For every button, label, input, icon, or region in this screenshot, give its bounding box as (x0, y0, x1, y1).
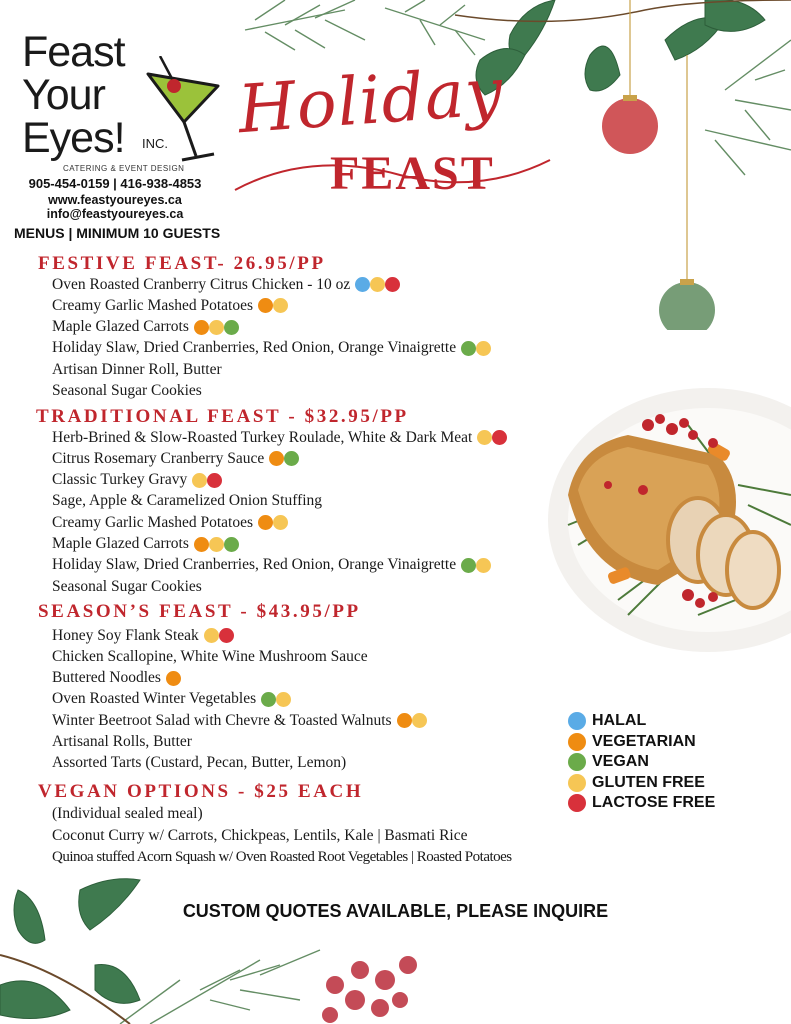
menu-item-text: Maple Glazed Carrots (52, 535, 189, 552)
section-heading-seasons: SEASON’S FEAST - $43.95/PP (38, 601, 361, 622)
menu-item (52, 317, 239, 338)
menu-item-text: Oven Roasted Cranberry Citrus Chicken - 10 oz (52, 275, 351, 293)
vegetarian-dot-icon (397, 713, 412, 728)
vegetarian-dot-icon (258, 515, 273, 530)
lactose-free-dot-icon (385, 277, 400, 292)
menu-item (52, 825, 468, 846)
menu-item-text: Citrus Rosemary Cranberry Sauce (52, 449, 265, 467)
menu-item (52, 689, 291, 710)
gluten-free-dot-icon (209, 537, 224, 552)
vegan-dot-icon (224, 537, 239, 552)
dietary-dots (397, 713, 427, 728)
gluten-free-dot-icon (370, 277, 385, 292)
vegan-dot-icon (261, 692, 276, 707)
vegetarian-dot-icon (269, 451, 284, 466)
gluten-free-dot-icon (192, 473, 207, 488)
legend-item-vegan (568, 753, 649, 771)
legend-item-halal (568, 712, 646, 730)
custom-quotes-note: CUSTOM QUOTES AVAILABLE, PLEASE INQUIRE (182, 901, 609, 921)
contact-email[interactable]: info@feastyoureyes.ca (46, 207, 184, 221)
vegetarian-dot-icon (194, 537, 209, 552)
legend-label: GLUTEN FREE (592, 773, 705, 791)
logo-line-2: Your (22, 71, 105, 119)
menu-item-text: Sage, Apple & Caramelized Onion Stuffing (52, 492, 323, 510)
menu-item (52, 381, 202, 402)
menu-item-text: Holiday Slaw, Dried Cranberries, Red Onion, Orange Vinaigrette (52, 556, 457, 574)
menu-item (52, 274, 400, 295)
gluten-free-dot-icon (476, 558, 491, 573)
section-heading-traditional: TRADITIONAL FEAST - $32.95/PP (36, 406, 409, 427)
menu-item-text: Coconut Curry w/ Carrots, Chickpeas, Lentils, Kale | Basmati Rice (52, 826, 468, 844)
menu-item-text: Holiday Slaw, Dried Cranberries, Red Onion, Orange Vinaigrette (52, 339, 457, 357)
menu-item-text: Artisanal Rolls, Butter (52, 733, 192, 750)
title-feast: FEAST (330, 147, 495, 200)
menu-item (52, 512, 288, 533)
section-heading-vegan: VEGAN OPTIONS - $25 EACH (38, 781, 364, 802)
logo-line-3: Eyes! (22, 114, 125, 162)
menu-item-text: Creamy Garlic Mashed Potatoes (52, 513, 254, 531)
menu-item (52, 668, 181, 689)
menu-item (52, 710, 427, 731)
roast-turkey-image (548, 385, 791, 655)
dietary-dots (194, 320, 239, 335)
lactose-free-dot-icon (492, 430, 507, 445)
menu-item-text: Oven Roasted Winter Vegetables (52, 690, 257, 708)
dietary-dots (204, 628, 234, 643)
menu-item-text: Seasonal Sugar Cookies (52, 577, 202, 595)
lactose-free-dot-icon (219, 628, 234, 643)
vegetarian-dot-icon (258, 298, 273, 313)
dietary-dots (258, 515, 288, 530)
menu-item (52, 359, 222, 380)
menu-item (52, 338, 491, 359)
legend-label: HALAL (592, 712, 647, 729)
vegetarian-dot-icon (568, 733, 586, 751)
contact-phones: 905-454-0159 | 416-938-4853 (28, 176, 202, 191)
menu-item (52, 427, 507, 448)
vegan-dot-icon (284, 451, 299, 466)
lactose-free-dot-icon (207, 473, 222, 488)
menu-item (52, 732, 192, 753)
dietary-dots (269, 451, 299, 466)
legend-item-vegetarian (568, 733, 696, 751)
halal-dot-icon (568, 712, 586, 730)
menu-item (52, 470, 222, 491)
dietary-dots (194, 537, 239, 552)
menu-item-text: Classic Turkey Gravy (52, 471, 188, 489)
dietary-dots (166, 671, 181, 686)
logo-inc: INC. (142, 136, 168, 151)
dietary-dots (477, 430, 507, 445)
menu-item-text: (Individual sealed meal) (52, 804, 203, 822)
menu-item-text: Creamy Garlic Mashed Potatoes (52, 296, 254, 314)
legend-item-lactose-free (568, 794, 715, 812)
gluten-free-dot-icon (568, 774, 586, 792)
gluten-free-dot-icon (209, 320, 224, 335)
menu-item-text: Quinoa stuffed Acorn Squash w/ Oven Roasted Root Vegetables | Roasted Potatoes (52, 849, 512, 865)
legend-label: LACTOSE FREE (592, 794, 716, 811)
menu-item (52, 491, 322, 512)
menu-item-text: Buttered Noodles (52, 669, 161, 687)
gluten-free-dot-icon (477, 430, 492, 445)
dietary-dots (192, 473, 222, 488)
menu-item-text: Winter Beetroot Salad with Chevre & Toasted Walnuts (52, 711, 392, 729)
menu-item (52, 555, 491, 576)
menu-item-text: Chicken Scallopine, White Wine Mushroom Sauce (52, 647, 368, 665)
menu-item (52, 646, 368, 667)
gluten-free-dot-icon (273, 515, 288, 530)
minimum-guests: MENUS | MINIMUM 10 GUESTS (14, 225, 221, 241)
vegan-dot-icon (224, 320, 239, 335)
martini-glass-icon (140, 56, 230, 166)
menu-item (52, 295, 288, 316)
menu-item (52, 534, 239, 555)
vegan-dot-icon (461, 341, 476, 356)
lactose-free-dot-icon (568, 794, 586, 812)
menu-item (52, 625, 234, 646)
menu-item (52, 847, 512, 868)
gluten-free-dot-icon (276, 692, 291, 707)
vegetarian-dot-icon (194, 320, 209, 335)
title-holiday: Holiday (235, 52, 506, 149)
menu-item-text: Herb-Brined & Slow-Roasted Turkey Roulade, White & Dark Meat (52, 428, 473, 446)
section-heading-festive: FESTIVE FEAST- 26.95/PP (38, 253, 326, 274)
dietary-dots (258, 298, 288, 313)
menu-item (52, 753, 346, 774)
dietary-dots (461, 341, 491, 356)
vegetarian-dot-icon (166, 671, 181, 686)
vegan-dot-icon (461, 558, 476, 573)
menu-item (52, 803, 203, 824)
gluten-free-dot-icon (412, 713, 427, 728)
menu-item-text: Seasonal Sugar Cookies (52, 382, 202, 399)
menu-item-text: Honey Soy Flank Steak (52, 626, 199, 644)
menu-item-text: Maple Glazed Carrots (52, 318, 189, 336)
logo-tagline: CATERING & EVENT DESIGN (63, 164, 185, 173)
halal-dot-icon (355, 277, 370, 292)
dietary-dots (461, 558, 491, 573)
menu-item (52, 448, 299, 469)
menu-item-text: Artisan Dinner Roll, Butter (52, 360, 222, 378)
menu-item (52, 576, 202, 597)
gluten-free-dot-icon (204, 628, 219, 643)
logo-line-1: Feast (22, 28, 125, 76)
menu-item-text: Assorted Tarts (Custard, Pecan, Butter, Lemon) (52, 754, 347, 772)
contact-website[interactable]: www.feastyoureyes.ca (48, 193, 182, 207)
holly-berries-decoration-bottom (0, 870, 430, 1024)
dietary-dots (355, 277, 400, 292)
gluten-free-dot-icon (476, 341, 491, 356)
legend-label: VEGETARIAN (592, 732, 696, 750)
vegan-dot-icon (568, 753, 586, 771)
gluten-free-dot-icon (273, 298, 288, 313)
dietary-dots (261, 692, 291, 707)
legend-item-gluten-free (568, 774, 705, 792)
legend-label: VEGAN (592, 753, 649, 770)
